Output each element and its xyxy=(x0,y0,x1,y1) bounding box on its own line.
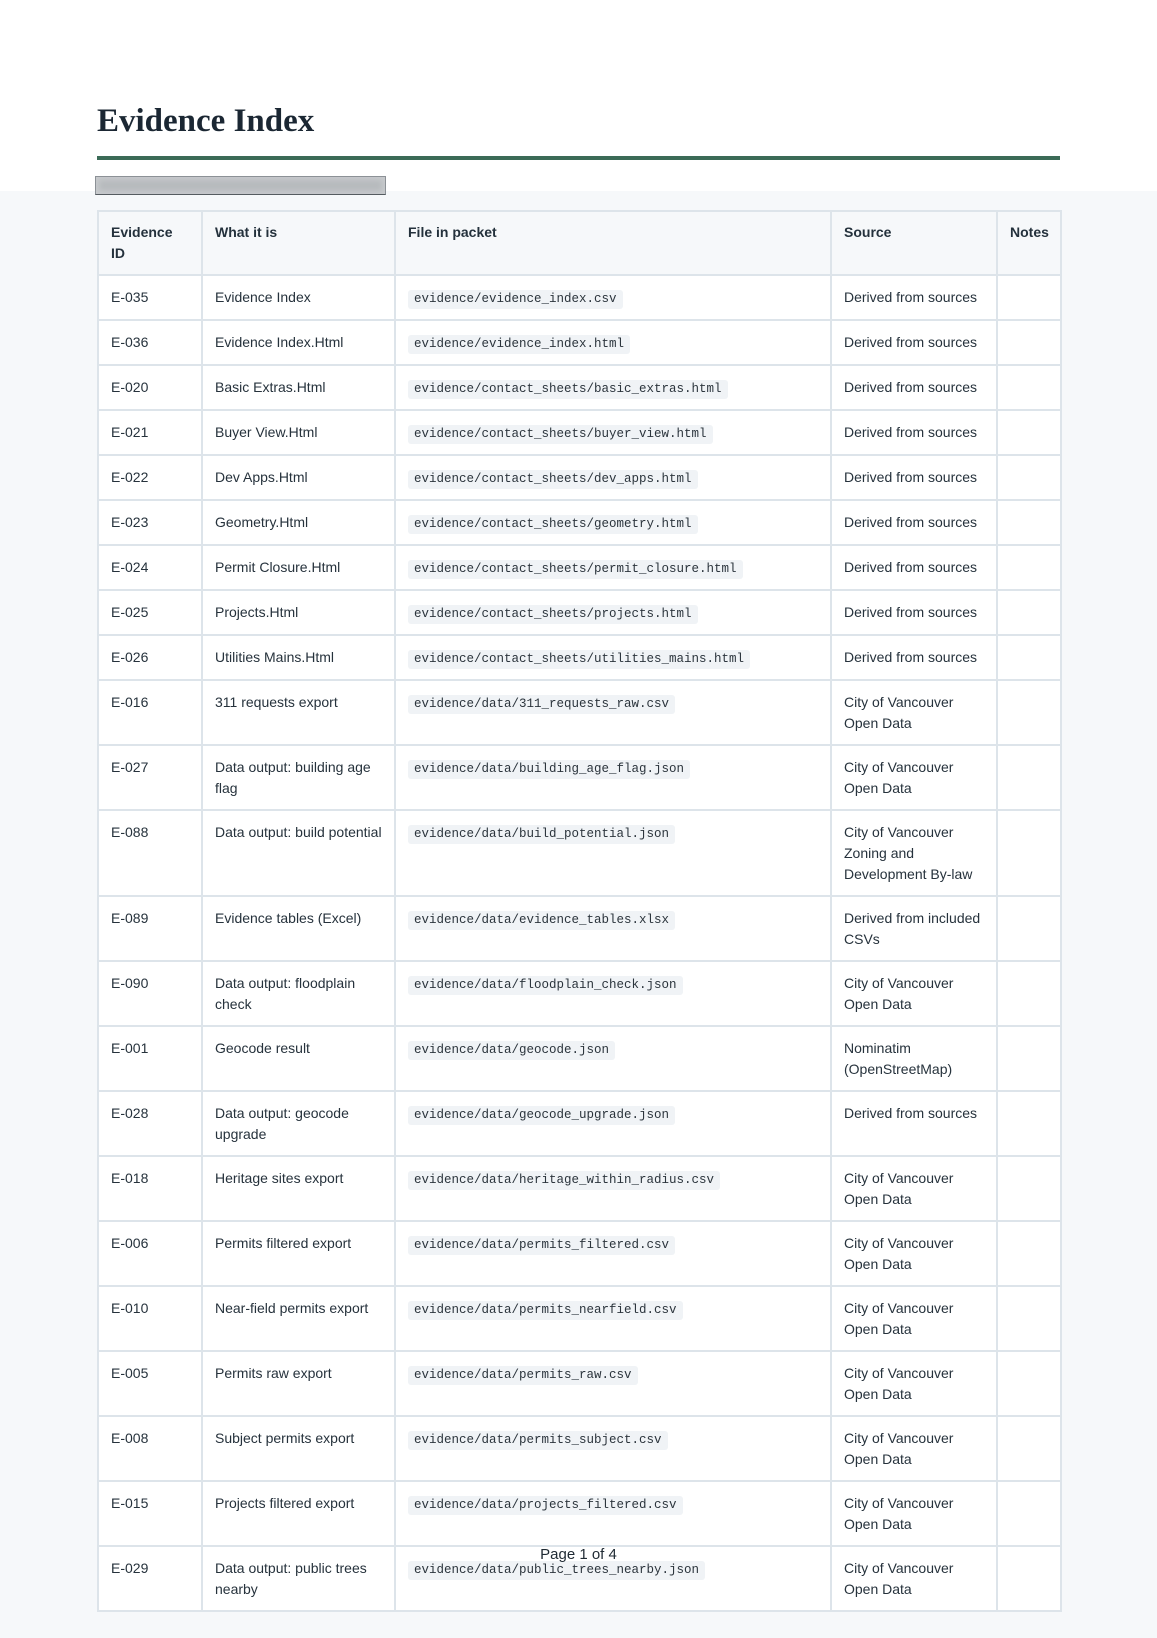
table-row xyxy=(98,745,1061,810)
evidence-id-cell: E-027 xyxy=(98,745,202,810)
file-cell xyxy=(395,1091,831,1156)
description-cell: Data output: building age flag xyxy=(202,745,395,810)
source-cell: City of Vancouver Open Data xyxy=(831,680,997,745)
evidence-id-cell: E-088 xyxy=(98,810,202,896)
file-cell xyxy=(395,745,831,810)
file-path[interactable]: evidence/contact_sheets/permit_closure.html xyxy=(408,560,743,579)
table-row xyxy=(98,1416,1061,1481)
description-cell: Data output: geocode upgrade xyxy=(202,1091,395,1156)
notes-cell xyxy=(997,745,1061,810)
column-header-what-it-is: What it is xyxy=(202,211,395,275)
table-row xyxy=(98,896,1061,961)
file-path[interactable]: evidence/data/311_requests_raw.csv xyxy=(408,695,675,714)
source-cell: City of Vancouver Open Data xyxy=(831,1351,997,1416)
table-row xyxy=(98,500,1061,545)
description-cell: Heritage sites export xyxy=(202,1156,395,1221)
file-path[interactable]: evidence/data/projects_filtered.csv xyxy=(408,1496,683,1515)
description-cell: Permit Closure.Html xyxy=(202,545,395,590)
table-row xyxy=(98,1351,1061,1416)
description-cell: Data output: floodplain check xyxy=(202,961,395,1026)
description-cell: Dev Apps.Html xyxy=(202,455,395,500)
file-path[interactable]: evidence/contact_sheets/buyer_view.html xyxy=(408,425,713,444)
description-cell: 311 requests export xyxy=(202,680,395,745)
redacted-subtitle-bar xyxy=(95,176,386,195)
column-header-notes: Notes xyxy=(997,211,1061,275)
notes-cell xyxy=(997,810,1061,896)
file-cell xyxy=(395,1221,831,1286)
file-cell xyxy=(395,410,831,455)
description-cell: Data output: build potential xyxy=(202,810,395,896)
notes-cell xyxy=(997,635,1061,680)
source-cell: Derived from sources xyxy=(831,320,997,365)
file-cell xyxy=(395,545,831,590)
source-cell: Derived from sources xyxy=(831,545,997,590)
description-cell: Projects filtered export xyxy=(202,1481,395,1546)
description-cell: Projects.Html xyxy=(202,590,395,635)
source-cell: Derived from sources xyxy=(831,410,997,455)
source-cell: Nominatim (OpenStreetMap) xyxy=(831,1026,997,1091)
description-cell: Geocode result xyxy=(202,1026,395,1091)
description-cell: Basic Extras.Html xyxy=(202,365,395,410)
description-cell: Subject permits export xyxy=(202,1416,395,1481)
table-row xyxy=(98,961,1061,1026)
table-row xyxy=(98,455,1061,500)
file-cell xyxy=(395,961,831,1026)
source-cell: Derived from sources xyxy=(831,635,997,680)
source-cell: City of Vancouver Zoning and Development By-law xyxy=(831,810,997,896)
description-cell: Buyer View.Html xyxy=(202,410,395,455)
file-path[interactable]: evidence/data/public_trees_nearby.json xyxy=(408,1561,705,1580)
column-header-source: Source xyxy=(831,211,997,275)
description-cell: Data output: public trees nearby xyxy=(202,1546,395,1611)
description-cell: Evidence Index.Html xyxy=(202,320,395,365)
header-row xyxy=(98,211,1061,275)
description-cell: Evidence Index xyxy=(202,275,395,320)
notes-cell xyxy=(997,365,1061,410)
notes-cell xyxy=(997,1091,1061,1156)
file-cell xyxy=(395,810,831,896)
source-cell: Derived from sources xyxy=(831,500,997,545)
source-cell: City of Vancouver Open Data xyxy=(831,745,997,810)
evidence-id-cell: E-029 xyxy=(98,1546,202,1611)
notes-cell xyxy=(997,680,1061,745)
description-cell: Permits raw export xyxy=(202,1351,395,1416)
evidence-id-cell: E-023 xyxy=(98,500,202,545)
source-cell: City of Vancouver Open Data xyxy=(831,1481,997,1546)
column-header-file-in-packet: File in packet xyxy=(395,211,831,275)
table-row xyxy=(98,680,1061,745)
table-header xyxy=(98,211,1061,275)
notes-cell xyxy=(997,410,1061,455)
table-row xyxy=(98,1091,1061,1156)
file-path[interactable]: evidence/data/building_age_flag.json xyxy=(408,760,690,779)
notes-cell xyxy=(997,896,1061,961)
file-cell xyxy=(395,1481,831,1546)
file-path[interactable]: evidence/evidence_index.html xyxy=(408,335,630,354)
file-cell xyxy=(395,1351,831,1416)
description-cell: Near-field permits export xyxy=(202,1286,395,1351)
notes-cell xyxy=(997,545,1061,590)
file-path[interactable]: evidence/data/permits_filtered.csv xyxy=(408,1236,675,1255)
evidence-id-cell: E-006 xyxy=(98,1221,202,1286)
evidence-id-cell: E-089 xyxy=(98,896,202,961)
file-cell xyxy=(395,500,831,545)
file-path[interactable]: evidence/data/evidence_tables.xlsx xyxy=(408,911,675,930)
evidence-id-cell: E-008 xyxy=(98,1416,202,1481)
file-path[interactable]: evidence/contact_sheets/utilities_mains.html xyxy=(408,650,750,669)
file-cell xyxy=(395,365,831,410)
evidence-id-cell: E-001 xyxy=(98,1026,202,1091)
file-cell xyxy=(395,320,831,365)
table-row xyxy=(98,545,1061,590)
source-cell: City of Vancouver Open Data xyxy=(831,1221,997,1286)
table-body xyxy=(98,275,1061,1611)
file-cell xyxy=(395,896,831,961)
file-cell xyxy=(395,1416,831,1481)
evidence-id-cell: E-015 xyxy=(98,1481,202,1546)
source-cell: City of Vancouver Open Data xyxy=(831,961,997,1026)
file-path[interactable]: evidence/data/floodplain_check.json xyxy=(408,976,683,995)
source-cell: City of Vancouver Open Data xyxy=(831,1286,997,1351)
file-path[interactable]: evidence/data/permits_raw.csv xyxy=(408,1366,638,1385)
evidence-table xyxy=(97,210,1062,1612)
notes-cell xyxy=(997,1481,1061,1546)
file-cell xyxy=(395,590,831,635)
file-cell xyxy=(395,275,831,320)
notes-cell xyxy=(997,1286,1061,1351)
file-path[interactable]: evidence/contact_sheets/basic_extras.html xyxy=(408,380,728,399)
notes-cell xyxy=(997,455,1061,500)
description-cell: Evidence tables (Excel) xyxy=(202,896,395,961)
evidence-id-cell: E-020 xyxy=(98,365,202,410)
description-cell: Utilities Mains.Html xyxy=(202,635,395,680)
source-cell: Derived from sources xyxy=(831,455,997,500)
file-path[interactable]: evidence/contact_sheets/dev_apps.html xyxy=(408,470,698,489)
file-path[interactable]: evidence/data/permits_nearfield.csv xyxy=(408,1301,683,1320)
file-cell xyxy=(395,1156,831,1221)
description-cell: Geometry.Html xyxy=(202,500,395,545)
column-header-evidence-id: Evidence ID xyxy=(98,211,202,275)
evidence-id-cell: E-028 xyxy=(98,1091,202,1156)
evidence-id-cell: E-026 xyxy=(98,635,202,680)
table-row xyxy=(98,1481,1061,1546)
notes-cell xyxy=(997,320,1061,365)
source-cell: Derived from sources xyxy=(831,590,997,635)
notes-cell xyxy=(997,1416,1061,1481)
file-path[interactable]: evidence/data/heritage_within_radius.csv xyxy=(408,1171,720,1190)
notes-cell xyxy=(997,590,1061,635)
table-row xyxy=(98,1026,1061,1091)
description-cell: Permits filtered export xyxy=(202,1221,395,1286)
table-row xyxy=(98,365,1061,410)
evidence-id-cell: E-036 xyxy=(98,320,202,365)
file-path[interactable]: evidence/data/permits_subject.csv xyxy=(408,1431,668,1450)
source-cell: City of Vancouver Open Data xyxy=(831,1546,997,1611)
table-row xyxy=(98,1156,1061,1221)
source-cell: City of Vancouver Open Data xyxy=(831,1156,997,1221)
notes-cell xyxy=(997,500,1061,545)
file-path[interactable]: evidence/data/build_potential.json xyxy=(408,825,675,844)
notes-cell xyxy=(997,1351,1061,1416)
evidence-id-cell: E-022 xyxy=(98,455,202,500)
source-cell: Derived from sources xyxy=(831,365,997,410)
file-cell xyxy=(395,1286,831,1351)
file-path[interactable]: evidence/evidence_index.csv xyxy=(408,290,623,309)
page-title: Evidence Index xyxy=(97,103,315,139)
evidence-id-cell: E-035 xyxy=(98,275,202,320)
notes-cell xyxy=(997,961,1061,1026)
page-number: Page 1 of 4 xyxy=(540,1546,617,1563)
file-cell xyxy=(395,680,831,745)
table-row xyxy=(98,1286,1061,1351)
source-cell: City of Vancouver Open Data xyxy=(831,1416,997,1481)
file-cell xyxy=(395,1026,831,1091)
evidence-id-cell: E-016 xyxy=(98,680,202,745)
file-path[interactable]: evidence/data/geocode.json xyxy=(408,1041,615,1060)
source-cell: Derived from sources xyxy=(831,275,997,320)
evidence-id-cell: E-005 xyxy=(98,1351,202,1416)
table-row xyxy=(98,810,1061,896)
file-cell xyxy=(395,455,831,500)
table-row xyxy=(98,635,1061,680)
evidence-id-cell: E-018 xyxy=(98,1156,202,1221)
file-path[interactable]: evidence/contact_sheets/geometry.html xyxy=(408,515,698,534)
notes-cell xyxy=(997,275,1061,320)
table-row xyxy=(98,320,1061,365)
file-path[interactable]: evidence/data/geocode_upgrade.json xyxy=(408,1106,675,1125)
file-path[interactable]: evidence/contact_sheets/projects.html xyxy=(408,605,698,624)
notes-cell xyxy=(997,1156,1061,1221)
file-cell xyxy=(395,635,831,680)
source-cell: Derived from included CSVs xyxy=(831,896,997,961)
evidence-id-cell: E-025 xyxy=(98,590,202,635)
table-row xyxy=(98,590,1061,635)
evidence-id-cell: E-021 xyxy=(98,410,202,455)
evidence-id-cell: E-024 xyxy=(98,545,202,590)
table-row xyxy=(98,1221,1061,1286)
notes-cell xyxy=(997,1221,1061,1286)
title-divider xyxy=(97,156,1060,160)
table-row xyxy=(98,275,1061,320)
evidence-id-cell: E-010 xyxy=(98,1286,202,1351)
table-row xyxy=(98,410,1061,455)
source-cell: Derived from sources xyxy=(831,1091,997,1156)
notes-cell xyxy=(997,1026,1061,1091)
evidence-id-cell: E-090 xyxy=(98,961,202,1026)
